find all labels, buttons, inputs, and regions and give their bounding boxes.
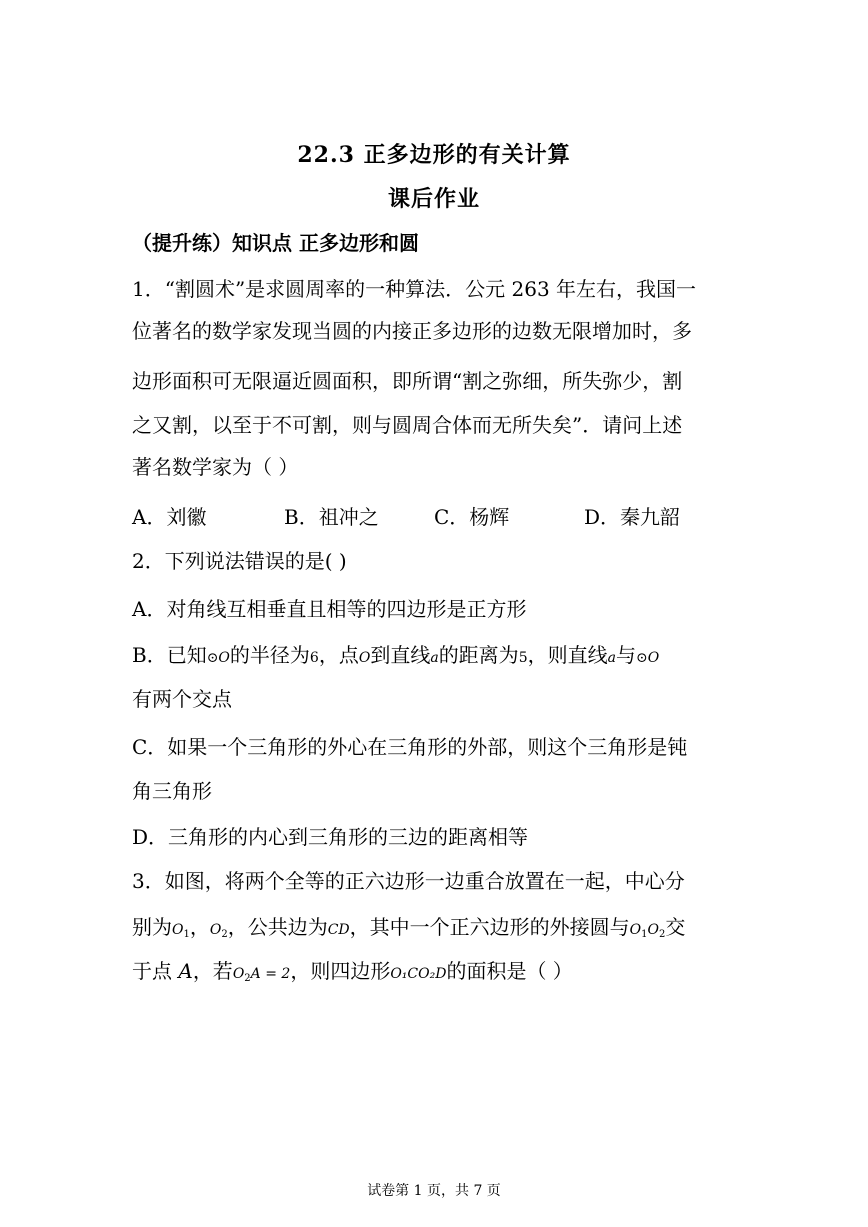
- quadrilateral-label: O₁CO₂D: [390, 966, 447, 982]
- q1-line-1: 1．“割圆术”是求圆周率的一种算法．公元 263 年左右，我国一: [132, 277, 697, 301]
- q2-option-c-line-1: C．如果一个三角形的外心在三角形的外部，则这个三角形是钝: [132, 735, 688, 759]
- page-subtitle: 课后作业: [387, 186, 480, 212]
- q2-option-d: D．三角形的内心到三角形的三边的距离相等: [132, 825, 529, 849]
- q2-option-c-line-2: 角三角形: [132, 779, 212, 803]
- q1-line-5: 著名数学家为（ ）: [132, 455, 299, 479]
- q1-option-a: A．刘徽: [132, 505, 207, 529]
- q2-option-b-line-2: 有两个交点: [132, 687, 232, 711]
- circle-o-symbol: ⊙O: [635, 650, 660, 666]
- q1-option-d: D．秦九韶: [584, 505, 681, 529]
- q3-line-2: 别为$O_1$，$O_2$，公共边为CD，其中一个正六边形的外接圆与$O_1O_2$交: [132, 915, 686, 940]
- q1-option-b: B．祖冲之: [284, 505, 379, 529]
- q2-stem: 2．下列说法错误的是( ): [132, 549, 347, 573]
- q3-line-3: 于点 A，若$O_2A = 2$，则四边形O₁CO₂D的面积是（ ）: [132, 959, 573, 984]
- q2-option-b-line-1: B．已知⊙O的半径为6，点O到直线a的距离为5，则直线a与⊙O: [132, 643, 660, 667]
- q2-option-a: A．对角线互相垂直且相等的四边形是正方形: [132, 597, 527, 621]
- q1-line-3: 边形面积可无限逼近圆面积，即所谓“割之弥细，所失弥少，割: [132, 369, 683, 393]
- q1-line-2: 位著名的数学家发现当圆的内接正多边形的边数无限增加时，多: [132, 319, 692, 343]
- section-heading: （提升练）知识点 正多边形和圆: [132, 231, 419, 255]
- page-title: 22.3 正多边形的有关计算: [297, 142, 571, 168]
- q3-line-1: 3．如图，将两个全等的正六边形一边重合放置在一起，中心分: [132, 869, 685, 893]
- page-footer: 试卷第 1 页，共 7 页: [367, 1183, 501, 1199]
- circle-o-symbol: ⊙O: [206, 650, 230, 666]
- q1-line-4: 之又割，以至于不可割，则与圆周合体而无所失矣”．请问上述: [132, 413, 683, 437]
- q1-option-c: C．杨辉: [434, 505, 510, 529]
